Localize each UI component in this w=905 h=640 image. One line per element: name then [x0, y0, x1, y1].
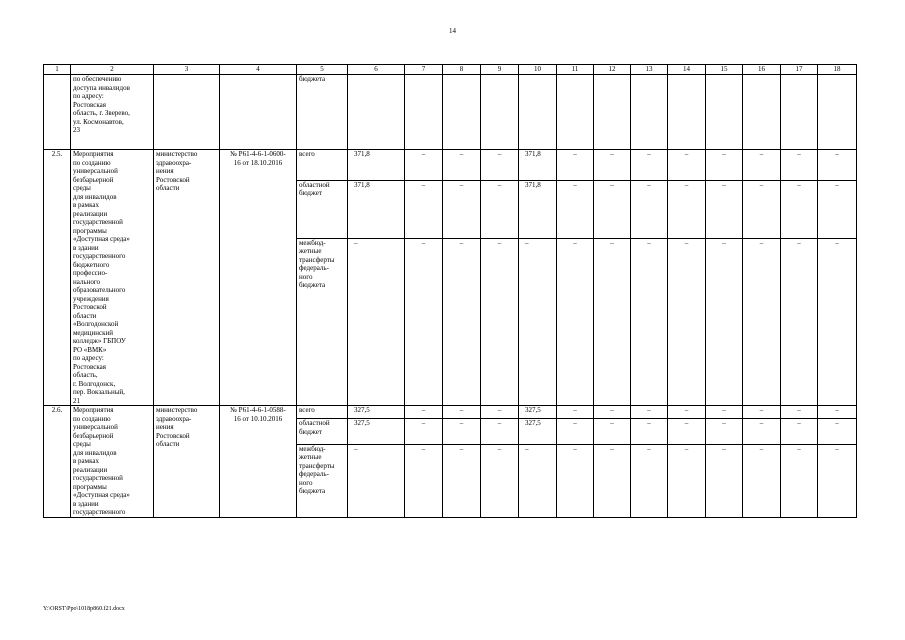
column-header: 8	[443, 65, 481, 75]
value-cell: –	[519, 238, 557, 405]
value-cell: 327,5	[519, 419, 557, 444]
value-cell: –	[443, 444, 481, 517]
value-cell: 327,5	[519, 406, 557, 419]
column-header: 5	[297, 65, 348, 75]
executor-cell	[154, 75, 220, 150]
value-cell: –	[781, 406, 818, 419]
value-cell: –	[405, 180, 443, 238]
value-cell: –	[781, 419, 818, 444]
column-header: 7	[405, 65, 443, 75]
column-header: 10	[519, 65, 557, 75]
value-cell: –	[631, 406, 668, 419]
value-cell	[348, 75, 405, 150]
value-cell: 371,8	[348, 180, 405, 238]
value-cell: –	[405, 406, 443, 419]
agreement-cell	[220, 75, 297, 150]
value-cell: –	[481, 150, 519, 181]
column-header: 11	[557, 65, 594, 75]
value-cell: –	[781, 238, 818, 405]
page-number: 14	[449, 27, 456, 35]
source-cell: всего	[297, 150, 348, 181]
value-cell: –	[443, 150, 481, 181]
value-cell: 371,8	[519, 180, 557, 238]
value-cell: 327,5	[348, 406, 405, 419]
value-cell: –	[631, 150, 668, 181]
column-header: 6	[348, 65, 405, 75]
value-cell: –	[443, 419, 481, 444]
column-header: 18	[818, 65, 857, 75]
value-cell	[781, 75, 818, 150]
source-cell: межбюд- жетные трансферты федераль- ного бюджета	[297, 238, 348, 405]
value-cell: –	[706, 150, 743, 181]
source-cell: областной бюджет	[297, 180, 348, 238]
value-cell: –	[743, 406, 781, 419]
value-cell: –	[818, 444, 857, 517]
agreement-cell: № Р61-4-6-1-0588- 16 от 10.10.2016	[220, 406, 297, 518]
value-cell: –	[743, 444, 781, 517]
value-cell: –	[743, 180, 781, 238]
value-cell: –	[405, 150, 443, 181]
value-cell: 371,8	[519, 150, 557, 181]
column-header: 13	[631, 65, 668, 75]
value-cell: –	[557, 150, 594, 181]
value-cell: –	[594, 444, 631, 517]
column-header: 1	[44, 65, 71, 75]
table-row	[44, 150, 857, 181]
value-cell	[743, 75, 781, 150]
agreement-cell: № Р61-4-6-1-0600- 16 от 18.10.2016	[220, 150, 297, 406]
value-cell: –	[818, 406, 857, 419]
source-cell: межбюд- жетные трансферты федераль- ного бюджета	[297, 444, 348, 517]
value-cell: –	[668, 406, 706, 419]
item-number-cell: 2.5.	[44, 150, 71, 406]
column-header: 4	[220, 65, 297, 75]
value-cell: –	[668, 444, 706, 517]
item-name-cell: Мероприятия по созданию универсальной безбарьерной среды для инвалидов в рамках реализации государственной программы «Доступная среда» в здании государственного	[71, 406, 154, 518]
value-cell: –	[481, 406, 519, 419]
budget-table	[43, 64, 857, 518]
column-header: 15	[706, 65, 743, 75]
value-cell: –	[818, 419, 857, 444]
column-header: 12	[594, 65, 631, 75]
value-cell: –	[348, 238, 405, 405]
value-cell: –	[405, 238, 443, 405]
column-header: 16	[743, 65, 781, 75]
value-cell: –	[348, 444, 405, 517]
value-cell: –	[405, 444, 443, 517]
value-cell: –	[706, 406, 743, 419]
value-cell: –	[706, 180, 743, 238]
value-cell: –	[668, 180, 706, 238]
source-cell: областной бюджет	[297, 419, 348, 444]
value-cell	[519, 75, 557, 150]
source-cell: всего	[297, 406, 348, 419]
table-body	[44, 65, 857, 518]
value-cell: –	[557, 180, 594, 238]
column-header: 14	[668, 65, 706, 75]
value-cell: –	[557, 406, 594, 419]
value-cell: –	[594, 238, 631, 405]
value-cell	[706, 75, 743, 150]
executor-cell: министерство здравоохра- нения Ростовской области	[154, 406, 220, 518]
value-cell: –	[668, 238, 706, 405]
value-cell: –	[557, 238, 594, 405]
table-row	[44, 406, 857, 419]
value-cell	[594, 75, 631, 150]
value-cell: –	[594, 150, 631, 181]
value-cell: –	[481, 444, 519, 517]
value-cell: 327,5	[348, 419, 405, 444]
value-cell: –	[443, 238, 481, 405]
value-cell: –	[519, 444, 557, 517]
value-cell: –	[557, 419, 594, 444]
value-cell: –	[631, 444, 668, 517]
file-path-footer: Y:\ORST\Ppo\1018p860.f21.docx	[43, 606, 125, 612]
header-row	[44, 65, 857, 75]
value-cell: –	[631, 419, 668, 444]
value-cell	[631, 75, 668, 150]
column-header: 9	[481, 65, 519, 75]
value-cell	[668, 75, 706, 150]
executor-cell: министерство здравоохра- нения Ростовской области	[154, 150, 220, 406]
value-cell: –	[481, 238, 519, 405]
value-cell: –	[781, 180, 818, 238]
value-cell: –	[781, 150, 818, 181]
value-cell: –	[405, 419, 443, 444]
value-cell: –	[594, 406, 631, 419]
value-cell: –	[631, 180, 668, 238]
value-cell: –	[443, 406, 481, 419]
value-cell: –	[743, 150, 781, 181]
value-cell: –	[743, 238, 781, 405]
value-cell: –	[743, 419, 781, 444]
value-cell	[443, 75, 481, 150]
value-cell: –	[631, 238, 668, 405]
value-cell: –	[557, 444, 594, 517]
value-cell	[405, 75, 443, 150]
value-cell: –	[668, 150, 706, 181]
value-cell: –	[594, 419, 631, 444]
column-header: 3	[154, 65, 220, 75]
value-cell: –	[594, 180, 631, 238]
item-number-cell	[44, 75, 71, 150]
value-cell	[557, 75, 594, 150]
value-cell: –	[706, 444, 743, 517]
value-cell: –	[706, 419, 743, 444]
value-cell: –	[481, 180, 519, 238]
value-cell: –	[668, 419, 706, 444]
value-cell: –	[781, 444, 818, 517]
continuation-row	[44, 75, 857, 150]
column-header: 17	[781, 65, 818, 75]
value-cell: –	[443, 180, 481, 238]
value-cell: –	[818, 180, 857, 238]
item-number-cell: 2.6.	[44, 406, 71, 518]
value-cell	[818, 75, 857, 150]
column-header: 2	[71, 65, 154, 75]
value-cell: –	[818, 238, 857, 405]
value-cell: –	[818, 150, 857, 181]
item-name-cell: по обеспечению доступа инвалидов по адресу: Ростовская область, г. Зверево, ул. Космонавтов, 23	[71, 75, 154, 150]
item-name-cell: Мероприятия по созданию универсальной безбарьерной среды для инвалидов в рамках реализации государственной программы «Доступная среда» в здании государственного бюджетного профессио- нального образовательного учреждения Ростовской области «Волгодонской медицинский колледж» ГБПОУ РО «ВМК» по адресу: Ростовская область, г. Волгодонск, пер. Вокзальный, 21	[71, 150, 154, 406]
value-cell	[481, 75, 519, 150]
value-cell: –	[706, 238, 743, 405]
source-cell: бюджета	[297, 75, 348, 150]
value-cell: –	[481, 419, 519, 444]
value-cell: 371,8	[348, 150, 405, 181]
